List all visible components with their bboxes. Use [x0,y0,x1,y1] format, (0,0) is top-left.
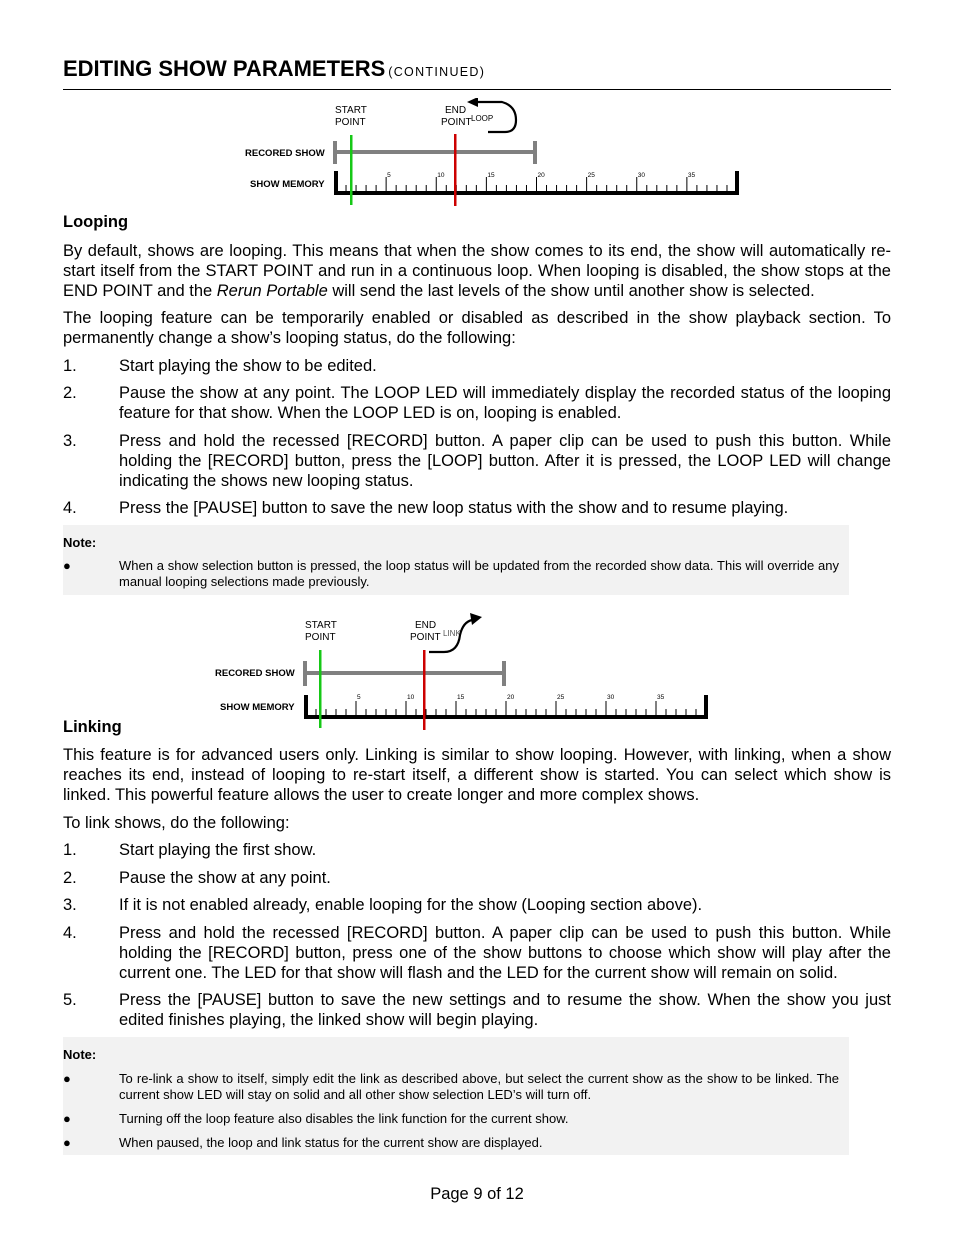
bullet: ● [63,558,71,573]
ruler-right-cap [704,695,708,719]
ruler-tick-label: 15 [487,172,495,179]
ruler-tick-label: 5 [387,172,391,179]
linking-heading: Linking [63,718,122,736]
looping-heading: Looping [63,213,129,231]
start-label-line2: POINT [305,632,336,643]
ruler-tick-label: 15 [457,694,465,701]
list-item: 2. Pause the show at any point. [63,869,331,887]
link-arrow-head [470,613,482,625]
ruler-left-cap [334,171,338,195]
list-item: 1. Start playing the show to be edited. [63,357,377,375]
list-item: 4. Press the [PAUSE] button to save the new loop status with the show and to resume playing. [63,499,789,517]
list-item: 3. If it is not enabled already, enable looping for the show (Looping section above). [63,896,703,914]
title-continued: (CONTINUED) [388,65,486,79]
show-memory-label: SHOW MEMORY [250,179,325,190]
start-label-line2: POINT [335,117,366,128]
bullet: ● [63,1111,71,1126]
ruler-right-cap [735,171,739,195]
title-rule [63,89,891,90]
show-memory-ruler [334,171,739,195]
recorded-show-label: RECORED SHOW [245,148,325,159]
note-item: ● When paused, the loop and link status for the current show are displayed. [63,1135,543,1150]
loop-arrow-head [467,98,478,107]
recorded-show-bar [335,150,536,154]
list-item: 3. Press and hold the recessed [RECORD] button. A paper clip can be used to push this button. While holding the [RECORD] button, press the [LOOP] button. After it is pressed, the LOOP LED will change indicating the shows new looping status. [63,432,891,490]
ruler-tick-label: 20 [507,694,515,701]
end-label-line1: END [445,105,467,116]
note-label: Note: [63,535,97,550]
link-diagram [210,610,720,732]
recorded-bar-end-cap [502,661,506,686]
recorded-show-bar [305,671,504,675]
linking-paragraph-2: To link shows, do the following: [63,814,290,832]
ruler-tick-label: 25 [557,694,565,701]
show-memory-ruler [304,694,708,719]
start-label-line1: START [305,620,337,631]
start-point-marker [319,650,322,728]
list-item: 2. Pause the show at any point. The LOOP LED will immediately display the recorded status of the looping feature for that show. When the LOOP LED is on, looping is enabled. [63,384,891,422]
ruler-tick-label: 25 [587,172,595,179]
list-item: 4. Press and hold the recessed [RECORD] button. A paper clip can be used to push this button. While holding the [RECORD] button, press one of the show buttons to choose which show will play after the current one. The LED for that show will flash and the LED for the current show will remain on solid. [63,924,891,982]
start-point-marker [350,135,353,205]
ruler-tick-label: 10 [407,694,415,701]
ruler-tick-label: 35 [687,172,696,179]
recorded-bar-start-cap [303,661,307,686]
show-memory-label: SHOW MEMORY [220,702,295,713]
linking-paragraph-1: This feature is for advanced users only. Linking is similar to show looping. However, with linking, when a show reaches its end, instead of looping to re-start itself, a different show is started. You can select which show is linked. This powerful feature allows the user to create longer and more complex shows. [63,746,891,804]
end-label-line2: POINT [410,632,441,643]
list-item: 1. Start playing the first show. [63,841,317,859]
ruler-tick-label: 20 [537,172,545,179]
recorded-bar-start-cap [333,141,337,164]
linking-note-box [63,1037,849,1155]
ruler-left-cap [304,695,308,719]
ruler-tick-label: 30 [637,172,645,179]
recorded-show-label: RECORED SHOW [215,668,295,679]
ruler-tick-label: 10 [437,172,445,179]
ruler-tick-label: 5 [357,694,361,701]
note-item: ● To re-link a show to itself, simply edit the link as described above, but select the current show as the show to be linked. The current show LED will stay on solid and all other show selection LED’s will turn off. [63,1071,839,1102]
recorded-bar-end-cap [533,141,537,164]
looping-paragraph-2: The looping feature can be temporarily enabled or disabled as described in the show playback section. To permanently change a show’s looping status, do the following: [63,309,891,347]
loop-mode-label: LOOP [471,114,494,123]
end-point-marker [423,650,426,730]
end-label-line2: POINT [441,117,472,128]
note-item: ● When a show selection button is pressed, the loop status will be updated from the recorded show data. This will override any manual looping selections made previously. [63,558,839,589]
bullet: ● [63,1135,71,1150]
end-point-marker [454,134,457,206]
loop-diagram [240,98,750,210]
looping-paragraph-1: By default, shows are looping. This means that when the show comes to its end, the show will automatically re-start itself from the START POINT and run in a continuous loop. When looping is disabled, the show stops at the END POINT and the Rerun Portable will send the last levels of the show until another show is selected. [63,242,891,300]
end-label-line1: END [415,620,437,631]
list-item: 5. Press the [PAUSE] button to save the new settings and to resume the show. When the show you just edited finishes playing, the linked show will begin playing. [63,991,891,1029]
ruler-tick-label: 35 [657,694,665,701]
page-title: EDITING SHOW PARAMETERS (CONTINUED) [63,56,486,81]
bullet: ● [63,1071,71,1086]
link-mode-label: LINK [443,629,461,638]
note-item: ● Turning off the loop feature also disables the link function for the current show. [63,1111,569,1126]
page-number: Page 9 of 12 [430,1185,524,1203]
ruler-tick-label: 30 [607,694,615,701]
note-label: Note: [63,1047,97,1062]
looping-note-box [63,525,849,595]
start-label-line1: START [335,105,367,116]
